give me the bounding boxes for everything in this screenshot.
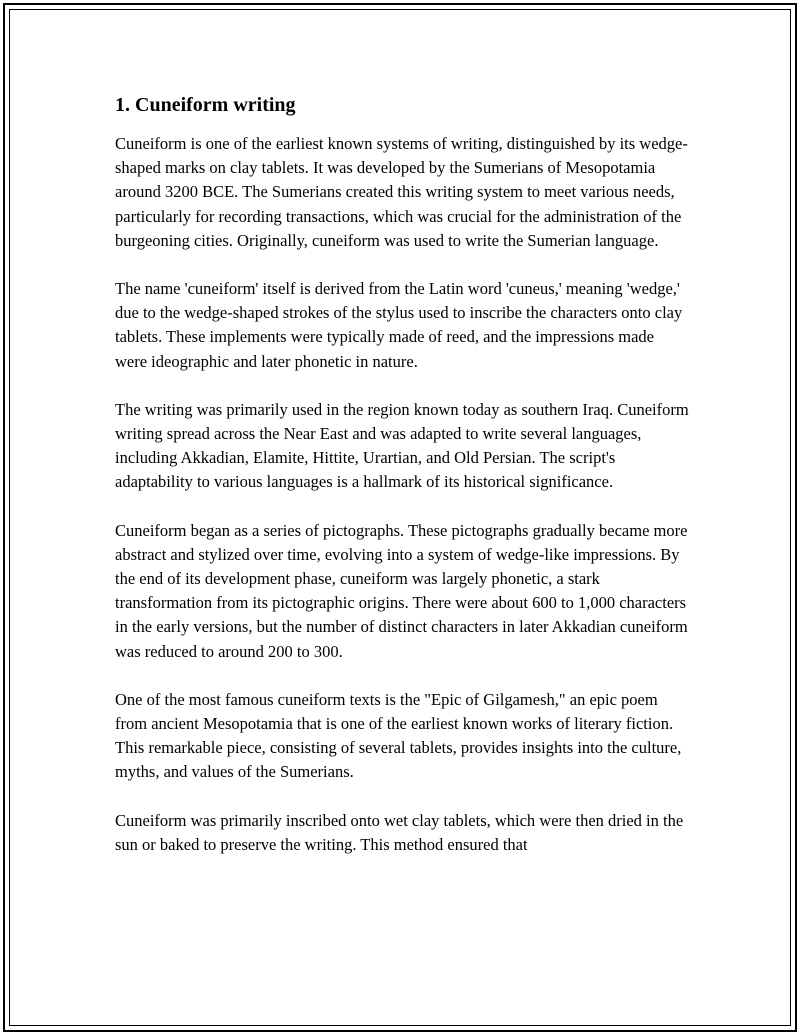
paragraph: The name 'cuneiform' itself is derived from the Latin word 'cuneus,' meaning 'wedge,' due to the wedge-shaped strokes of the stylus used to inscribe the characters onto clay tablets. These implements were typically made of reed, and the impressions made were ideographic and later phonetic in nature. xyxy=(115,279,683,371)
paragraph: One of the most famous cuneiform texts is the "Epic of Gilgamesh," an epic poem from ancient Mesopotamia that is one of the earliest known works of literary fiction. This remarkable piece, consisting of several tablets, provides insights into the culture, myths, and values of the Sumerians. xyxy=(115,689,682,782)
document-body xyxy=(115,91,690,881)
paragraph: Cuneiform is one of the earliest known systems of writing, distinguished by its wedge-shaped marks on clay tablets. It was developed by the Sumerians of Mesopotamia around 3200 BCE. The Sumerians created this writing system to meet various needs, particularly for recording transactions, which was crucial for the administration of the burgeoning cities. Originally, cuneiform was used to write the Sumerian language. xyxy=(115,134,688,250)
section-title: 1. Cuneiform writing xyxy=(115,94,296,116)
paragraph: Cuneiform began as a series of pictographs. These pictographs gradually became more abstract and stylized over time, evolving into a system of wedge-like impressions. By the end of its development phase, cuneiform was largely phonetic, a stark transformation from its pictographic origins. There were about 600 to 1,000 characters in the early versions, but the number of distinct characters in later Akkadian cuneiform was reduced to around 200 to 300. xyxy=(115,520,688,661)
paragraph: The writing was primarily used in the region known today as southern Iraq. Cuneiform writing spread across the Near East and was adapted to write several languages, including Akkadian, Elamite, Hittite, Urartian, and Old Persian. The script's adaptability to various languages is a hallmark of its historical significance. xyxy=(115,399,689,492)
page-frame xyxy=(3,3,797,1032)
paragraph: Cuneiform was primarily inscribed onto wet clay tablets, which were then dried in the sun or baked to preserve the writing. This method ensured that xyxy=(115,810,684,854)
